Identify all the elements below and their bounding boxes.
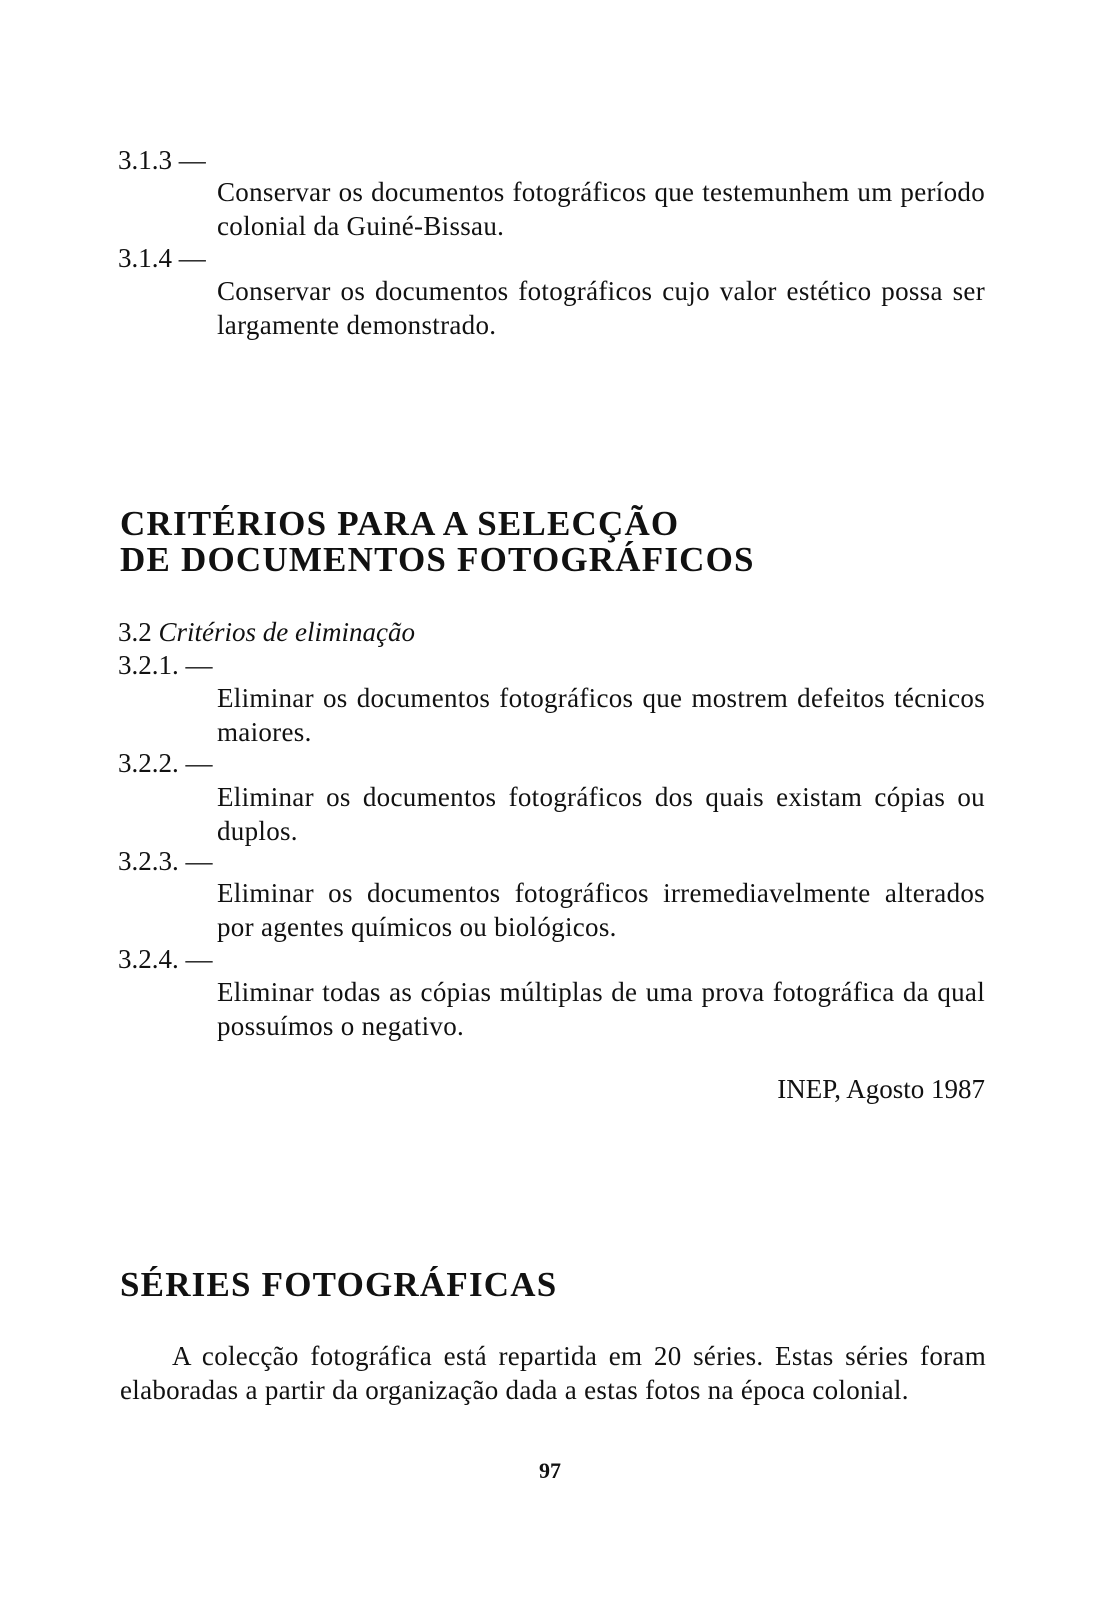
item-number-3-1-3: 3.1.3 — <box>118 145 206 175</box>
page-number: 97 <box>539 1458 561 1483</box>
item-number-3-2-4: 3.2.4. — <box>118 944 213 974</box>
item-text-3-2-3: Eliminar os documentos fotográficos irremediavelmente alterados por agentes químicos ou biológicos. <box>217 878 985 942</box>
item-number-3-1-4: 3.1.4 — <box>118 243 206 273</box>
item-text-3-1-3: Conservar os documentos fotográficos que testemunhem um período colonial da Guiné-Bissau. <box>217 177 985 241</box>
subsection-number: 3.2 <box>118 617 152 647</box>
item-text-3-2-4: Eliminar todas as cópias múltiplas de uma prova fotográfica da qual possuímos o negativo. <box>217 977 985 1041</box>
series-paragraph: A colecção fotográfica está repartida em 20 séries. Estas séries foram elaboradas a partir da organização dada a estas fotos na época colonial. <box>120 1341 986 1405</box>
subsection-name: Critérios de eliminação <box>158 617 415 647</box>
section-heading-line-1: CRITÉRIOS PARA A SELECÇÃO <box>120 504 680 543</box>
subsection-title <box>118 616 415 648</box>
item-number-3-2-3: 3.2.3. — <box>118 846 213 876</box>
section-heading-line-2: DE DOCUMENTOS FOTOGRÁFICOS <box>120 540 755 579</box>
item-text-3-2-1: Eliminar os documentos fotográficos que mostrem defeitos técnicos maiores. <box>217 683 985 747</box>
item-number-3-2-2: 3.2.2. — <box>118 748 213 778</box>
item-number-3-2-1: 3.2.1. — <box>118 650 213 680</box>
item-text-3-1-4: Conservar os documentos fotográficos cujo valor estético possa ser largamente demonstrado. <box>217 276 985 340</box>
signature-line: INEP, Agosto 1987 <box>777 1074 985 1104</box>
item-text-3-2-2: Eliminar os documentos fotográficos dos quais existam cópias ou duplos. <box>217 782 985 846</box>
series-heading: SÉRIES FOTOGRÁFICAS <box>120 1265 558 1304</box>
